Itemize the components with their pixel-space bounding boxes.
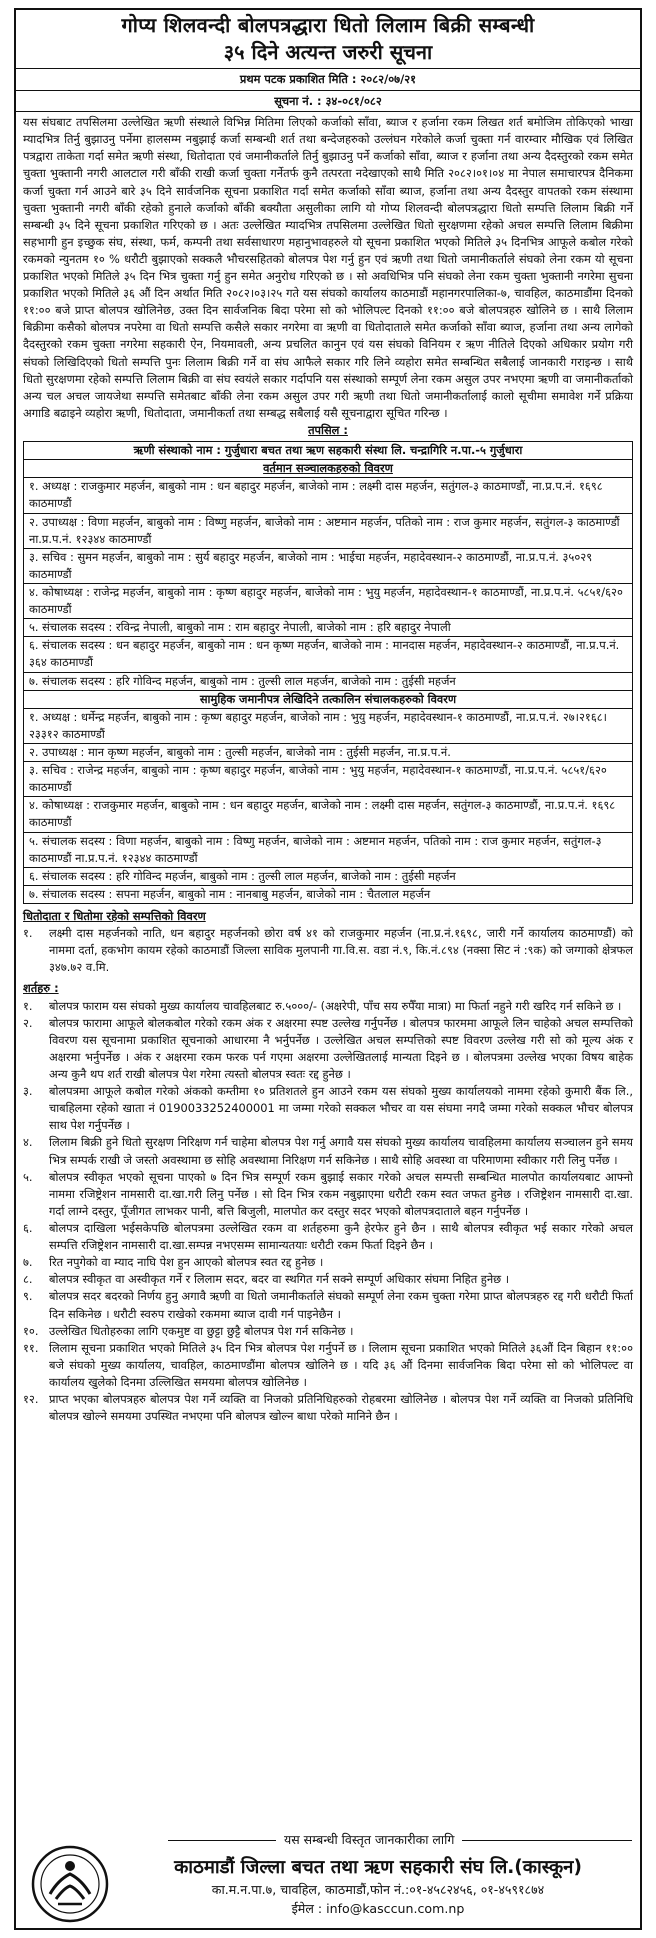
notice-page: [14, 8, 642, 1930]
divider: [16, 68, 640, 69]
borrower-name: ऋणी संस्थाको नाम : गुर्जुधारा बचत तथा ऋण सहकारी संस्था लि. चन्द्रागिरि न.पा.-५ गुर्जुधारा: [24, 442, 633, 460]
term-number: १२.: [23, 1392, 39, 1407]
guarantor-row: ७. संचालक सदस्य : सपना महर्जन, बाबुको नाम : नानबाबु महर्जन, बाजेको नाम : चैतलाल महर्जन: [24, 885, 633, 903]
term-number: ४.: [23, 1135, 33, 1150]
collateral-item: [23, 925, 633, 976]
organization-email: ईमेल : info@kasccun.com.np: [291, 1900, 465, 1916]
current-officials-heading: वर्तमान सञ्चालकहरुको विवरण: [24, 460, 633, 478]
footer-note: यस सम्बन्धी विस्तृत जानकारीका लागि: [276, 1831, 462, 1850]
term-item: [23, 1015, 633, 1083]
term-text: रित नपुगेको वा म्याद नाघि पेश हुन आएको बोलपत्र स्वत रद्द हुनेछ ।: [49, 1255, 324, 1270]
guarantor-row: १. अध्यक्ष : धर्मेन्द्र महर्जन, बाबुको नाम : कृष्ण बहादुर महर्जन, बाजेको नाम : भुयु महर्जन, महादेवस्थान-१ काठमाण्डौं, ना.प्र.प.नं. २७।२१६८।२३३१२ काठमाण्डौं: [24, 708, 633, 743]
guarantor-row: ५. संचालक सदस्य : विणा महर्जन, बाबुको नाम : विष्णु महर्जन, बाजेको नाम : अष्टमान महर्जन, पतिको नाम : राज कुमार महर्जन, सतुंगल-३ काठमाण्डौं ना.प्र.प.नं. १२३४४ काठमाण्डौं: [24, 832, 633, 867]
notice-number: सूचना नं. : ३४-०८१/०८२: [274, 93, 382, 108]
term-text: उल्लेखित धितोहरुका लागि एकमुष्ट वा छुट्टा छुट्टै बोलपत्र पेश गर्न सकिनेछ ।: [49, 1323, 354, 1338]
item-text: लक्ष्मी दास महर्जनको नाति, धन बहादुर महर्जनको छोरा वर्ष ४१ को राजकुमार महर्जन (ना.प्र.नं.१६९८, जारी गर्ने कार्यालय काठमाण्डौं) को नाममा दर्ता, हकभोग कायम रहेको काठमाडौं जिल्ला साविक मुलपानी गा.वि.स. वडा नं.९, कि.नं.८९४ (नक्सा सिट नं :९क) को जग्गाको क्षेत्रफल ३४७.७२ व.मि.: [49, 926, 633, 975]
guarantor-row: ४. कोषाध्यक्ष : राजकुमार महर्जन, बाबुको नाम : धन बहादुर महर्जन, बाजेको नाम : लक्ष्मी दास महर्जन, सतुंगल-३ काठमाण्डौं, ना.प्र.प.नं. १६९८ काठमाण्डौं: [24, 797, 633, 832]
publish-date: प्रथम पटक प्रकाशित मिति : २०८२/०७/२१: [239, 72, 417, 86]
term-number: ७.: [23, 1255, 33, 1270]
term-number: ९.: [23, 1289, 33, 1304]
organization-logo-icon: [28, 1844, 112, 1924]
official-row: ५. संचालक सदस्य : रविन्द्र नेपाली, बाबुको नाम : राम बहादुर नेपाली, बाजेको नाम : हरि बहादुर नेपाली: [24, 619, 633, 637]
term-text: बोलपत्र फारामा आफूले बोलकबोल गरेको रकम अंक र अक्षरमा स्पष्ट उल्लेख गर्नुपर्नेछ । बोलपत्र फारममा आफूले लिन चाहेको अचल सम्पत्तिको विवरण यस सूचनामा प्रकाशित सूचनाको आधारमा नै भर्नुपर्नेछ । उल्लेखित अचल सम्पत्तिको स्पष्ट विवरण उल्लेख गरी सो को मूल्य अंक र अक्षरमा भर्नुपर्नेछ । अंक र अक्षरमा रकम फरक पर्न गएमा अक्षरमा उल्लेखितलाई मान्यता दिइने छ । बोलपत्रमा उल्लेख भएका विषय बाहेक अन्य कुनै थप शर्त राखी बोलपत्र पेश गरेमा त्यस्तो बोलपत्र स्वतः रद्द हुनेछ ।: [49, 1015, 633, 1081]
term-number: ५.: [23, 1169, 33, 1184]
guarantor-officials-heading: सामुहिक जमानीपत्र लेखिदिने तत्कालिन संचालकहरुको विवरण: [24, 690, 633, 708]
term-number: १.: [23, 998, 33, 1013]
term-number: ६.: [23, 1220, 33, 1235]
term-text: प्राप्त भएका बोलपत्रहरु बोलपत्र पेश गर्ने व्यक्ति वा निजको प्रतिनिधिहरुको रोहबरमा खोलिनेछ । बोलपत्र पेश गर्ने व्यक्ति वा निजको प्रतिनिधि बोलपत्र खोल्ने समयमा उपस्थित नभएमा पनि बोलपत्र खोल्न बाधा परेको मानिने छैन ।: [49, 1392, 633, 1424]
term-item: [23, 1391, 633, 1425]
collateral-heading: धितोदाता र धितोमा रहेको सम्पत्तिको विवरण: [23, 908, 206, 923]
term-number: ३.: [23, 1084, 33, 1099]
item-number: १.: [23, 926, 33, 941]
official-row: १. अध्यक्ष : राजकुमार महर्जन, बाबुको नाम : धन बहादुर महर्जन, बाजेको नाम : लक्ष्मी दास महर्जन, सतुंगल-३ काठमाण्डौं, ना.प्र.प.नं. १६९८ काठमाण्डौं: [24, 478, 633, 513]
official-row: ७. संचालक सदस्य : हरि गोविन्द महर्जन, बाबुको नाम : तुल्सी लाल महर्जन, बाजेको नाम : तुईसी महर्जन: [24, 672, 633, 690]
term-item: [23, 1083, 633, 1134]
intro-paragraph: यस संघबाट तपसिलमा उल्लेखित ऋणी संस्थाले विभिन्न मितिमा लिएको कर्जाको साँवा, ब्याज र हर्जाना रकम लिखत शर्त बमोजिम तोकिएको भाखा म्यादभित्र तिर्नु बुझाउनु पर्नेमा हालसम्म नबुझाई कर्जा सम्बन्धी शर्त तथा बन्देजहरुको उल्लंघन गरेकोले कर्जा चुक्ता गर्न वारम्वार मौखिक एवं लिखित पत्रद्वारा ताकेता गर्दा समेत ऋणी संस्था, धितोदाता एवं जमानीकर्ताले तिर्नु बुझाउनु पर्ने कर्जाको साँवा, ब्याज र हर्जाना तथा अन्य दैदस्तुरको रकम समेत चुक्ता भुक्तानी नगरी आलटाल गरी बाँकी राखी कर्जा चुक्ता गर्नेतर्फ कुनै तत्परता नदेखाएको साथै मिति २०८२।०१।०४ मा नेपाल समाचारपत्र दैनिकमा कर्जा चुक्ता गर्न आउने बारे ३५ दिने सार्वजनिक सूचना प्रकाशित गर्दा समेत कर्जाको साँवा ब्याज, हर्जाना तथा अन्य दैदस्तुर वापतको रकम संस्थामा चुक्ता भुक्तानी नगरी बाँकी रहेको हुनाले कर्जाको बाँकी बक्यौता असुलीका लागि यो गोप्य शिलवन्दी बोलपत्रद्धारा धितो सम्पत्ति लिलाम बिक्री गर्ने सम्बन्धी ३५ दिने सूचना प्रकाशित गरिएको छ । अतः उल्लेखित म्यादभित्र तपसिलमा उल्लेखित धितो सुरक्षणमा रहेको अचल सम्पत्ति लिलाम बिक्रीमा सहभागी हुन इच्छुक संघ, संस्था, फर्म, कम्पनी तथा सर्वसाधारण महानुभावहरुले यो सूचना प्रकाशित भएको मितिले ३५ दिनभित्र आफूले कबोल गरेको रकमको न्युनतम १० % धरौटी बुझाएको सक्कलै भौचरसहितको बोलपत्र पेश गर्नु हुन एवं ऋणी तथा धितो जमानीकर्ताले संघको लेना रकम यो सूचना प्रकाशित भएको मितिले ३५ दिन भित्र चुक्ता गर्नु हुन समेत अनुरोध गरिएको छ । सो अवधिभित्र पनि संघको लेना रकम चुक्ता भुक्तानी नगरेमा सुचना प्रकाशित भएको मितिले ३६ औं दिन अर्थात मिति २०८२।०३।२५ गते यस संघको कार्यालय काठमाडौं महानगरपालिका-७, चावहिल, काठमाडौंमा दिनको ११:०० बजे प्राप्त बोलपत्र खोलिनेछ, उक्त दिन सार्वजनिक बिदा परेमा सो को भोलिपल्ट दिनको ११:०० बजे बोलपत्रहरु खोलिने छ । साथै लिलाम बिक्रीमा कसैको बोलपत्र नपरेमा वा धितो सम्पत्ति कसैले सकार नगरेमा वा ऋणी वा धितोदाताले समेत कर्जाको साँवा ब्याज, हर्जाना तथा अन्य लागेको दैदस्तुरको रकम चुक्ता नगरेमा सहकारी ऐन, नियमावली, अन्य प्रचलित कानुन एवं यस संघको विनियम र ऋण नीतिले दिएको अधिकार प्रयोग गरी संघको लिखिदिएको धितो सम्पत्ति पुनः लिलाम बिक्री गर्ने वा संघ आफैले सकार गरि लिने व्यहोरा समेत सम्बन्धित सबैलाई जानकारी गराइन्छ । साथै धितो सुरक्षणमा रहेको सम्पत्ति लिलाम बिक्री वा संघ स्वयंले सकार गर्दापनि यस संस्थाको सम्पूर्ण लेना रकम असुल उपर नभएमा ऋणी वा जमानीकर्ताको अन्य चल अचल जायजेथा सम्पत्ति समेतबाट बाँकी लेना रकम असुल उपर गरी ऋणी तथा धितो जमानीकर्तालाई कालो सूचीमा समावेश गर्ने प्रक्रिया अगाडि बढाइने व्यहोरा ऋणी, धितोदाता, जमानीकर्ता तथा सम्बद्ध सबैलाई यसै सूचनाद्वारा सूचित गरिन्छ ।: [23, 115, 633, 420]
organization-address: का.म.न.पा.७, चावहिल, काठमाडौं,फोन नं.:०१-४५८२४५६, ०१-४५९१८७४: [211, 1881, 545, 1897]
term-item: [23, 1271, 633, 1288]
term-item: [23, 1340, 633, 1391]
terms-heading: शर्तहरु :: [23, 981, 59, 996]
term-text: बोलपत्रमा आफूले कबोल गरेको अंकको कम्तीमा १० प्रतिशतले हुन आउने रकम यस संघको मुख्य कार्यालयको नाममा रहेको कुमारी बैंक लि., चाबहिलमा रहेको खाता नं 0190033252400001 मा जम्मा गरेको सक्कल भौचर वा यस संघमा नगदै जम्मा गरेको सक्कल भौचर बोलपत्र साथ पेश गर्नुपर्नेछ ।: [49, 1084, 633, 1133]
guarantor-row: २. उपाध्यक्ष : मान कृष्ण महर्जन, बाबुको नाम : तुल्सी महर्जन, बाजेको नाम : तुईसी महर्जन, ना.प्र.प.नं.: [24, 744, 633, 762]
term-number: ८.: [23, 1272, 33, 1287]
term-text: बोलपत्र सदर बदरको निर्णय हुनु अगावै ऋणी वा धितो जमानीकर्ताले संघको सम्पूर्ण लेना रकम चुक्ता गरेमा प्राप्त बोलपत्रहरु रद्द गरी धरौटी फिर्ता दिन सकिनेछ । धरौटी स्वरुप राखेको रकममा ब्याज दावी गर्न पाइनेछैन ।: [49, 1289, 633, 1321]
divider: [16, 90, 640, 91]
divider: [16, 111, 640, 112]
term-number: ११.: [23, 1340, 39, 1355]
term-item: [23, 1254, 633, 1271]
notice-subtitle: ३५ दिने अत्यन्त जरुरी सूचना: [223, 40, 433, 64]
term-item: [23, 998, 633, 1015]
term-number: १०.: [23, 1323, 39, 1338]
official-row: २. उपाध्यक्ष : विणा महर्जन, बाबुको नाम : विष्णु महर्जन, बाजेको नाम : अष्टमान महर्जन, पतिको नाम : राज कुमार महर्जन, सतुंगल-३ काठमाण्डौं ना.प्र.प.नं. १२३४४ काठमाण्डौं: [24, 513, 633, 548]
term-number: २.: [23, 1015, 33, 1030]
term-item: [23, 1288, 633, 1322]
official-row: ६. संचालक सदस्य : धन बहादुर महर्जन, बाबुको नाम : धन कृष्ण महर्जन, बाजेको नाम : मानदास महर्जन, महादेवस्थान-२ काठमाण्डौं, ना.प्र.प.नं. ३६४ काठमाण्डौं: [24, 637, 633, 672]
terms-list: [23, 998, 633, 1426]
tapsil-label: तपसिल :: [308, 423, 348, 438]
term-item: [23, 1220, 633, 1254]
organization-name: काठमाडौं जिल्ला बचत तथा ऋण सहकारी संघ लि.(कास्कून): [174, 1857, 582, 1878]
term-item: [23, 1169, 633, 1220]
term-text: लिलाम सूचना प्रकाशित भएको मितिले ३५ दिन भित्र बोलपत्र पेश गर्नुपर्ने छ । लिलाम सूचना प्रकाशित भएको मितिले ३६औं दिन बिहान ११:०० बजे संघको मुख्य कार्यालय, चावहिल, काठमाण्डौंमा बोलपत्र खोलिने छ । यदि ३६ औं दिनमा सार्वजनिक बिदा परेमा सो को भोलिपल्ट वा कार्यालय खुलेको दिनमा उल्लिखित समयमा बोलपत्र खोलिनेछ ।: [49, 1340, 633, 1389]
borrower-table: [23, 441, 633, 904]
guarantor-row: ३. सचिव : राजेन्द्र महर्जन, बाबुको नाम : कृष्ण बहादुर महर्जन, बाजेको नाम : भुयु महर्जन, महादेवस्थान-१ काठमाण्डौं, ना.प्र.प.नं. ५८५१/६२० काठमाण्डौं: [24, 762, 633, 797]
guarantor-row: ६. संचालक सदस्य : हरि गोविन्द महर्जन, बाबुको नाम : तुल्सी लाल महर्जन, बाजेको नाम : तुईसी महर्जन: [24, 867, 633, 885]
footer: [16, 1830, 640, 1928]
official-row: ३. सचिव : सुमन महर्जन, बाबुको नाम : सुर्य बहादुर महर्जन, बाजेको नाम : भाईचा महर्जन, महादेवस्थान-२ काठमाण्डौं, ना.प्र.प.नं. ३५०२९ काठमाण्डौं: [24, 548, 633, 583]
term-item: [23, 1323, 633, 1340]
term-text: बोलपत्र दाखिला भईसकेपछि बोलपत्रमा उल्लेखित रकम वा शर्तहरुमा कुनै हेरफेर हुने छैन । साथै बोलपत्र स्वीकृत भई सकार गरेको अचल सम्पत्ति रजिष्ट्रेशन नामसारी दा.खा.सम्पन्न नभएसम्म सामान्यतयाः धरौटी रकम फिर्ता दिइने छैन ।: [49, 1220, 633, 1253]
official-row: ४. कोषाध्यक्ष : राजेन्द्र महर्जन, बाबुको नाम : कृष्ण बहादुर महर्जन, बाजेको नाम : भुयु महर्जन, महादेवस्थान-१ काठमाण्डौं, ना.प्र.प.नं. ५८५१/६२० काठमाण्डौं: [24, 584, 633, 619]
organization-info: [122, 1856, 634, 1919]
term-text: बोलपत्र फाराम यस संघको मुख्य कार्यालय चावहिलबाट रु.५०००/- (अक्षरेपी, पाँच सय रुपैँया मात्रा) मा फिर्ता नहुने गरी खरिद गर्न सकिने छ ।: [49, 998, 622, 1013]
notice-title: गोप्य शिलवन्दी बोलपत्रद्धारा धितो लिलाम बिक्री सम्बन्धी: [121, 13, 535, 37]
term-item: [23, 1134, 633, 1168]
term-text: लिलाम बिक्री हुने धितो सुरक्षण निरिक्षण गर्न चाहेमा बोलपत्र पेश गर्नु अगावै यस संघको मुख्य कार्यालय चावहिलमा कार्यालय सञ्चालन हुने समय भित्र सम्पर्क राखी जे जस्तो अवस्थामा छ सोहि अवस्थामा निरिक्षण गर्न सकिनेछ । साथै सोहि अवस्था वा परिमाणमा स्वीकार गरी लिनु पर्नेछ ।: [49, 1135, 633, 1167]
collateral-list: [23, 925, 633, 976]
term-text: बोलपत्र स्वीकृत वा अस्वीकृत गर्ने र लिलाम सदर, बदर वा स्थगित गर्न सक्ने सम्पूर्ण अधिकार संघमा निहित हुनेछ ।: [49, 1272, 510, 1287]
term-text: बोलपत्र स्वीकृत भएको सूचना पाएको ७ दिन भित्र सम्पूर्ण रकम बुझाई सकार गरेको अचल सम्पत्ती सम्बन्धित मालपोत कार्यालयबाट आफ्नो नाममा रजिष्ट्रेशन नामसारी दा.खा.गरी लिनु पर्नेछ । सो दिन भित्र रकम नबुझाएमा धरौटी रकम स्वत जफत हुनेछ । रजिष्ट्रेशन नामसारी दा.खा. गर्दा लाग्ने दस्तुर, पूँजीगत लाभकर पानी, बत्ति बिजुली, मालपोत कर दस्तुर सदर भएको बोलपत्रदाताले बहन गर्नुपर्नेछ ।: [49, 1169, 633, 1218]
